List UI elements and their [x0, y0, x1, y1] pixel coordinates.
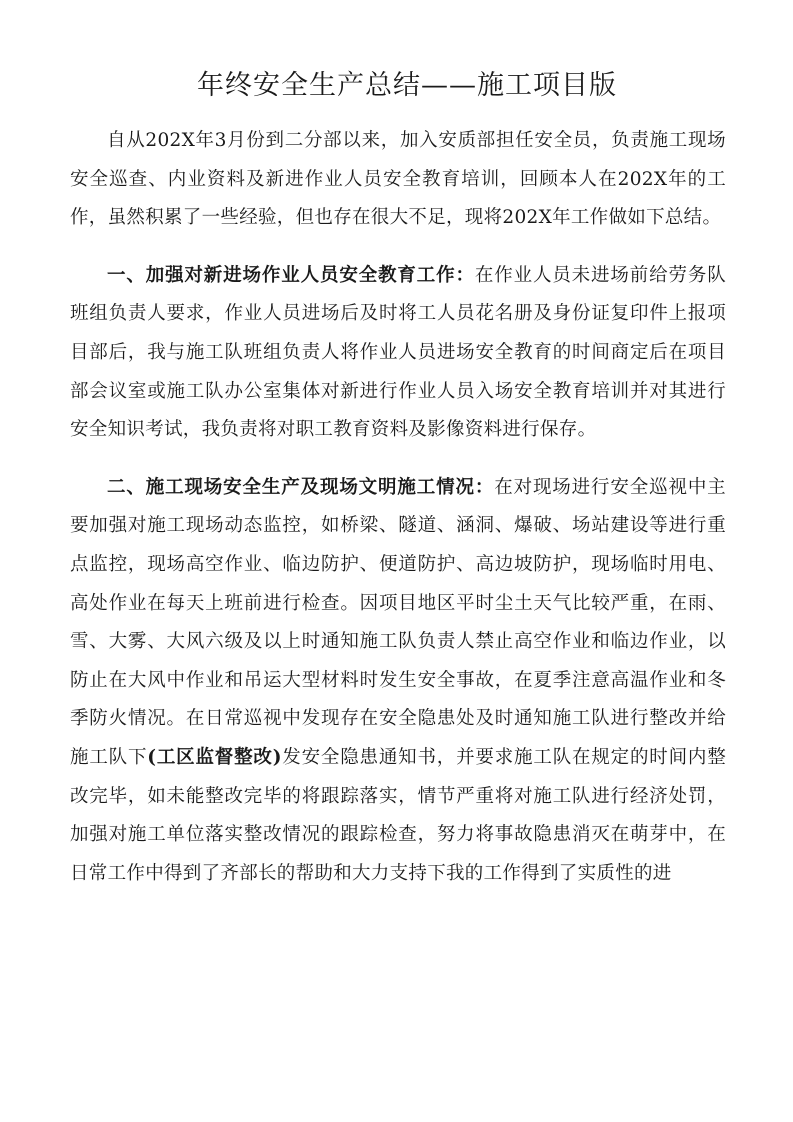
- section-1-body: 在作业人员未进场前给劳务队班组负责人要求，作业人员进场后及时将工人员花名册及身份证复印件上报项目部后，我与施工队班组负责人将作业人员进场安全教育的时间商定后在项目部会议室或施工队办公室集体对新进行作业人员入场安全教育培训并对其进行安全知识考试，我负责将对职工教育资料及影像资料进行保存。: [70, 264, 727, 441]
- section-2-body-bold: (工区监督整改): [147, 746, 282, 768]
- section-2-paragraph: [70, 469, 726, 894]
- section-2-body-part2: 发安全隐患通知书，并要求施工队在规定的时间内整改完毕，如未能整改完毕的将跟踪落实，情节严重将对施工队进行经济处罚，加强对施工单位落实整改情况的跟踪检查，努力将事故隐患消灭在萌芽中，在日常工作中得到了齐部长的帮助和大力支持下我的工作得到了实质性的进: [70, 746, 727, 884]
- document-page: [70, 62, 726, 893]
- section-2-body-part1: 在对现场进行安全巡视中主要加强对施工现场动态监控，如桥梁、隧道、涵洞、爆破、场站建设等进行重点监控，现场高空作业、临边防护、便道防护、高边坡防护，现场临时用电、高处作业在每天上班前进行检查。因项目地区平时尘土天气比较严重，在雨、雪、大雾、大风六级及以上时通知施工队负责人禁止高空作业和临边作业，以防止在大风中作业和吊运大型材料时发生安全事故，在夏季注意高温作业和冬季防火情况。在日常巡视中发现存在安全隐患处及时通知施工队进行整改并给施工队下: [70, 476, 726, 768]
- section-1-paragraph: [70, 257, 726, 450]
- document-title: 年终安全生产总结——施工项目版: [197, 70, 617, 101]
- section-1-heading: 一、加强对新进场作业人员安全教育工作：: [107, 264, 475, 286]
- section-2-heading: 二、施工现场安全生产及现场文明施工情况：: [107, 476, 495, 498]
- intro-paragraph: 自从202X年3月份到二分部以来，加入安质部担任安全员，负责施工现场安全巡查、内业资料及新进作业人员安全教育培训，回顾本人在202X年的工作，虽然积累了一些经验，但也存在很大不足，现将202X年工作做如下总结。: [70, 130, 726, 229]
